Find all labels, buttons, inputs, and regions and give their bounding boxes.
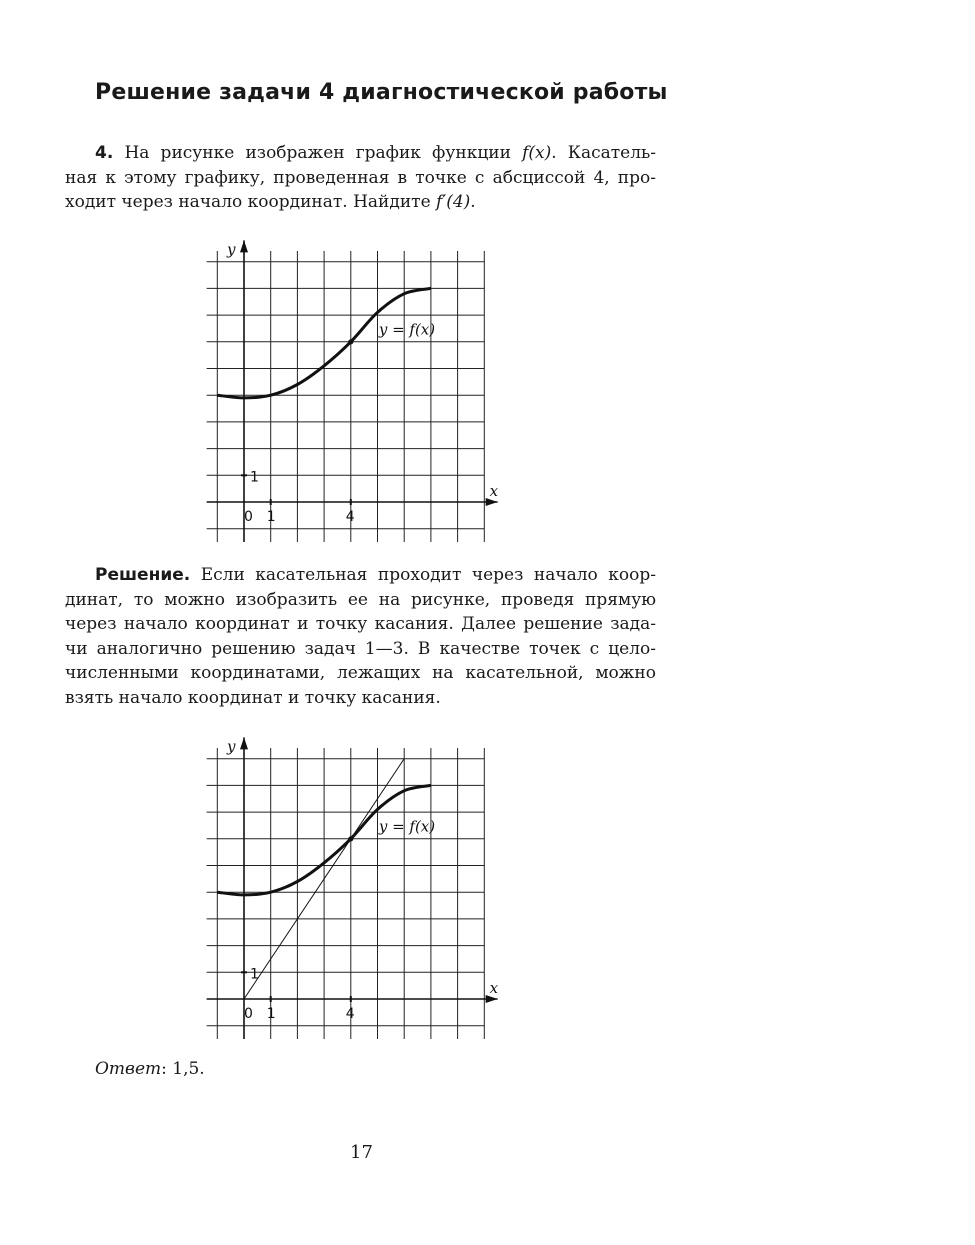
y-axis-label: y xyxy=(227,240,236,259)
tangent-point xyxy=(348,339,353,344)
problem-line-2: ная к этому графику, проведенная в точке с абсциссой 4, про- xyxy=(65,167,656,188)
solution-line-1: Решение. Если касательная проходит через начало коор- xyxy=(95,565,656,585)
curve-label: y = f(x) xyxy=(378,320,436,339)
problem-number: 4. xyxy=(95,143,114,163)
answer-label: Ответ xyxy=(95,1059,162,1079)
solution-text xyxy=(65,563,656,711)
origin-label: 0 xyxy=(244,1006,253,1022)
y-axis-label: y xyxy=(227,737,236,756)
solution-line-6: взять начало координат и точку касания. xyxy=(65,687,441,708)
function-notation: f(x) xyxy=(522,143,552,163)
answer xyxy=(95,1059,205,1079)
y-tick-label-1: 1 xyxy=(250,469,259,486)
y-axis-arrow xyxy=(240,240,248,252)
derivative-notation: f′(4) xyxy=(436,192,471,213)
problem-line-1: 4. На рисунке изображен график функции f(x). Касатель- xyxy=(95,143,656,163)
solution-lead: Решение. xyxy=(95,565,191,585)
x-tick-label-1: 1 xyxy=(266,1006,276,1022)
page-title: Решение задачи 4 диагностической работы xyxy=(95,80,668,105)
y-axis-arrow xyxy=(240,737,248,749)
tangent-graph-svg xyxy=(200,722,520,1042)
tangent-graph xyxy=(200,722,520,1042)
solution-line-2: динат, то можно изобразить ее на рисунке, проведя прямую xyxy=(65,589,656,610)
problem-text xyxy=(65,141,656,215)
x-tick-label-4: 4 xyxy=(345,1006,355,1022)
y-tick-label-1: 1 xyxy=(250,966,259,983)
function-graph xyxy=(200,225,520,545)
answer-value: : 1,5. xyxy=(161,1059,205,1079)
x-tick-label-1: 1 xyxy=(266,509,276,525)
solution-line-3: через начало координат и точку касания. Далее решение зада- xyxy=(65,614,656,635)
x-tick-label-4: 4 xyxy=(345,509,355,525)
solution-line-4: чи аналогично решению задач 1—3. В качестве точек с цело- xyxy=(65,638,656,659)
solution-line-5: численными координатами, лежащих на касательной, можно xyxy=(65,663,656,684)
origin-label: 0 xyxy=(244,509,253,525)
curve-label: y = f(x) xyxy=(378,817,436,836)
x-axis-label: x xyxy=(489,979,499,997)
problem-line-3: ходит через начало координат. Найдите f′(4). xyxy=(65,192,476,213)
x-axis-label: x xyxy=(489,482,499,500)
function-graph-svg xyxy=(200,225,520,545)
page-number: 17 xyxy=(350,1142,373,1163)
